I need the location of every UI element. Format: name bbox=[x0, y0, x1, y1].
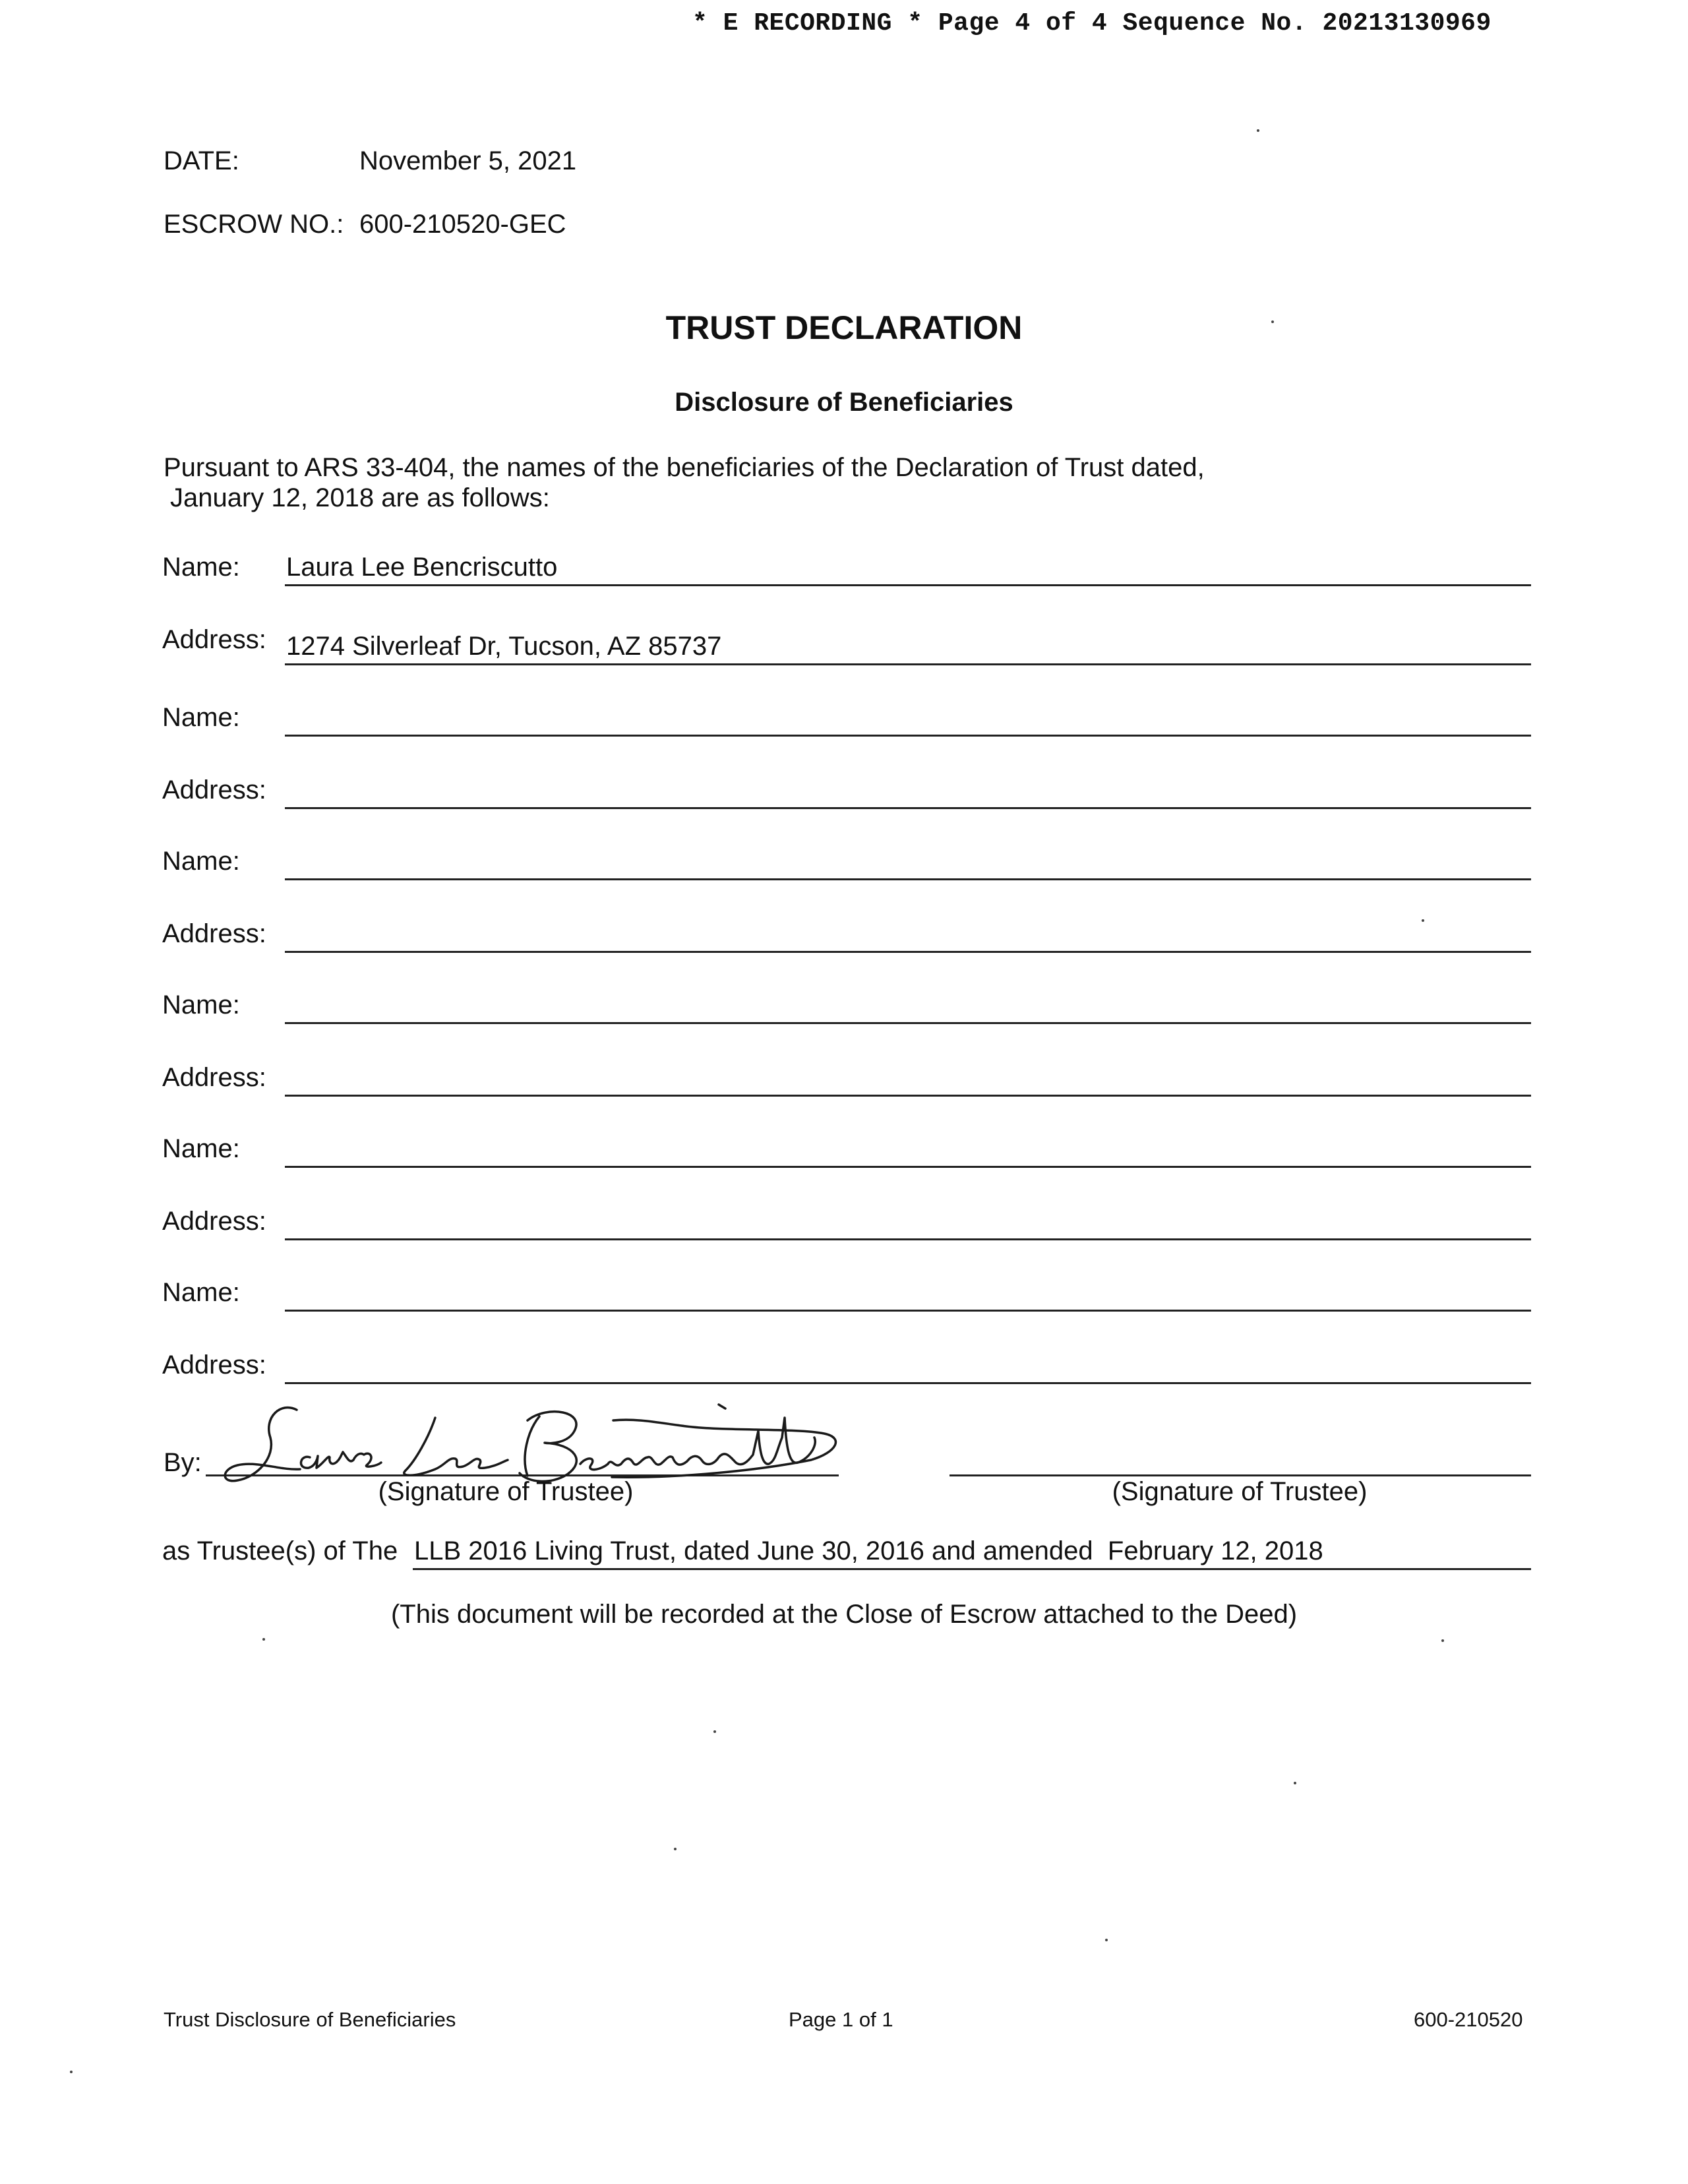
name-line bbox=[285, 584, 1531, 586]
name-line bbox=[285, 1022, 1531, 1024]
name-label: Name: bbox=[162, 553, 240, 582]
intro-line-2: January 12, 2018 are as follows: bbox=[170, 483, 550, 512]
signature-caption-left: (Signature of Trustee) bbox=[378, 1477, 634, 1506]
address-label: Address: bbox=[162, 775, 266, 804]
scan-speck bbox=[1257, 129, 1259, 132]
name-label: Name: bbox=[162, 703, 240, 732]
recording-header: * E RECORDING * Page 4 of 4 Sequence No. 20213130969 bbox=[692, 9, 1492, 38]
name-label: Name: bbox=[162, 1134, 240, 1163]
footer-document-name: Trust Disclosure of Beneficiaries bbox=[164, 2008, 456, 2031]
scan-speck bbox=[713, 1730, 716, 1733]
escrow-label: ESCROW NO.: bbox=[164, 210, 344, 239]
trustee-prefix: as Trustee(s) of The bbox=[162, 1536, 398, 1565]
name-line bbox=[285, 878, 1531, 880]
name-label: Name: bbox=[162, 847, 240, 876]
footer-escrow-ref: 600-210520 bbox=[1414, 2008, 1523, 2031]
address-line bbox=[285, 663, 1531, 665]
document-subtitle: Disclosure of Beneficiaries bbox=[675, 388, 1013, 417]
scan-speck bbox=[674, 1848, 677, 1850]
address-line bbox=[285, 1095, 1531, 1097]
date-value: November 5, 2021 bbox=[359, 146, 577, 175]
trust-name-line bbox=[413, 1568, 1531, 1570]
scan-speck bbox=[70, 2071, 73, 2073]
scan-speck bbox=[1271, 320, 1274, 323]
address-label: Address: bbox=[162, 625, 266, 654]
address-label: Address: bbox=[162, 919, 266, 948]
intro-paragraph bbox=[164, 452, 1416, 513]
footer-page-number: Page 1 of 1 bbox=[789, 2008, 893, 2031]
date-label: DATE: bbox=[164, 146, 239, 175]
name-line bbox=[285, 735, 1531, 737]
address-value: 1274 Silverleaf Dr, Tucson, AZ 85737 bbox=[286, 632, 722, 661]
scan-speck bbox=[262, 1638, 265, 1641]
name-value: Laura Lee Bencriscutto bbox=[286, 553, 558, 582]
name-line bbox=[285, 1310, 1531, 1312]
trustee-signature-line-2 bbox=[950, 1474, 1531, 1476]
address-label: Address: bbox=[162, 1350, 266, 1380]
address-label: Address: bbox=[162, 1207, 266, 1236]
address-line bbox=[285, 807, 1531, 809]
address-line bbox=[285, 1238, 1531, 1240]
recording-note: (This document will be recorded at the Close of Escrow attached to the Deed) bbox=[390, 1600, 1298, 1629]
scan-speck bbox=[1105, 1939, 1108, 1941]
signature-caption-right: (Signature of Trustee) bbox=[1112, 1477, 1368, 1506]
by-label: By: bbox=[164, 1448, 202, 1477]
scan-speck bbox=[1294, 1782, 1296, 1784]
address-label: Address: bbox=[162, 1063, 266, 1092]
intro-line-1: Pursuant to ARS 33-404, the names of the beneficiaries of the Declaration of Trust dated, bbox=[164, 453, 1205, 482]
scan-speck bbox=[1441, 1639, 1444, 1642]
name-line bbox=[285, 1166, 1531, 1168]
name-label: Name: bbox=[162, 1278, 240, 1307]
name-label: Name: bbox=[162, 990, 240, 1019]
scan-speck bbox=[1422, 919, 1424, 922]
address-line bbox=[285, 951, 1531, 953]
address-line bbox=[285, 1382, 1531, 1384]
document-title: TRUST DECLARATION bbox=[665, 309, 1023, 346]
escrow-value: 600-210520-GEC bbox=[359, 210, 566, 239]
trust-name: LLB 2016 Living Trust, dated June 30, 2016 and amended February 12, 2018 bbox=[414, 1536, 1323, 1565]
